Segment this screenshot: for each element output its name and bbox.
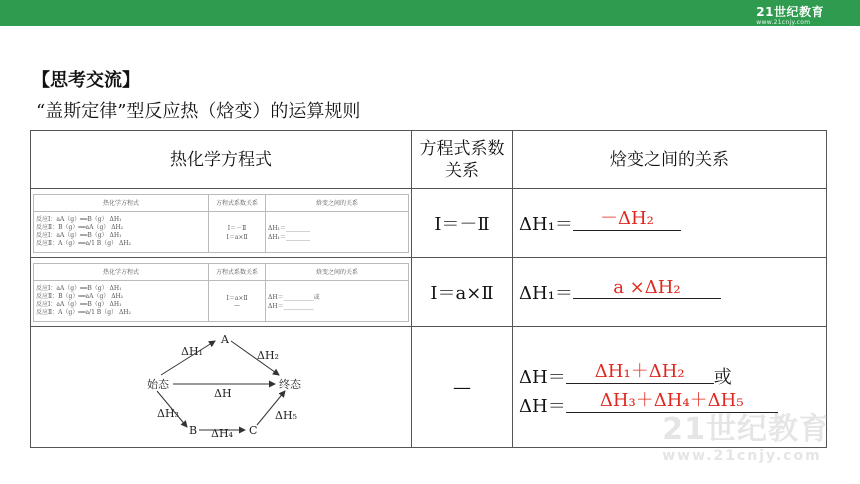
hess-cycle-diagram	[31, 327, 409, 443]
enthalpy-answer: ΔH₁＝ a ×ΔH₂	[513, 258, 827, 327]
node-b-label: B	[189, 424, 198, 437]
coefficient-relation: Ⅰ＝－Ⅱ	[412, 189, 513, 258]
answer-blank: a ×ΔH₂	[573, 277, 721, 299]
answer-blank: ΔH₃＋ΔH₄＋ΔH₅	[566, 386, 778, 413]
node-c-label: C	[249, 424, 258, 437]
watermark: 21世纪教育 www.21cnjy.com	[662, 412, 830, 464]
dh3-label: ΔH₃	[157, 407, 179, 420]
coefficient-relation: Ⅰ＝a×Ⅱ	[412, 258, 513, 327]
top-bar	[0, 0, 860, 26]
brand-logo: 21世纪教育 www.21cnjy.com	[756, 5, 824, 26]
end-state-label: 终态	[279, 378, 301, 391]
dh-label: ΔH	[214, 387, 232, 400]
header-row	[31, 131, 827, 189]
answer-blank: ΔH₁＋ΔH₂	[566, 357, 714, 384]
table-row	[31, 258, 827, 327]
dh4-label: ΔH₄	[211, 427, 233, 440]
section-title: 【思考交流】	[32, 70, 140, 91]
node-a-label: A	[221, 333, 229, 346]
enthalpy-answer: ΔH₁＝ －ΔH₂	[513, 189, 827, 258]
header-coefficient: 方程式系数关系	[412, 131, 513, 189]
answer-blank: －ΔH₂	[573, 204, 681, 231]
table-row	[31, 189, 827, 258]
header-enthalpy: 焓变之间的关系	[513, 131, 827, 189]
coefficient-relation: —	[412, 327, 513, 448]
dh2-label: ΔH₂	[257, 349, 279, 362]
equation-thumbnail: 热化学方程式 方程式系数关系 焓变之间的关系 反应Ⅰ：aA（g）══B（g） ΔH₁ 反应Ⅱ：B（g）══aA（g） ΔH₂ 反应Ⅰ：aA（g）══B（g） ΔH₁ 反应Ⅱ：A（g）══a/1 B（g） ΔH₂ Ⅰ＝－Ⅱ Ⅰ＝a×Ⅱ ΔH₁＝________ ΔH₁＝________	[31, 189, 412, 258]
dh5-label: ΔH₅	[275, 409, 297, 422]
enthalpy-answer: ΔH＝ ΔH₁＋ΔH₂ 或 ΔH＝ ΔH₃＋ΔH₄＋ΔH₅	[513, 327, 827, 448]
start-state-label: 始态	[147, 378, 169, 391]
rules-table	[30, 130, 827, 448]
dh1-label: ΔH₁	[181, 345, 203, 358]
path-diagram-cell	[31, 327, 412, 448]
page-subtitle: “盖斯定律”型反应热（焓变）的运算规则	[36, 101, 361, 122]
equation-thumbnail: 热化学方程式 方程式系数关系 焓变之间的关系 反应Ⅰ：aA（g）══B（g） ΔH₁ 反应Ⅱ：B（g）══aA（g） ΔH₂ 反应Ⅰ：aA（g）══B（g） ΔH₁ 反应Ⅱ：A（g）══a/1 B（g） ΔH₂ Ⅰ＝a×Ⅱ — ΔH＝__________或 ΔH＝__________	[31, 258, 412, 327]
header-equation: 热化学方程式	[31, 131, 412, 189]
